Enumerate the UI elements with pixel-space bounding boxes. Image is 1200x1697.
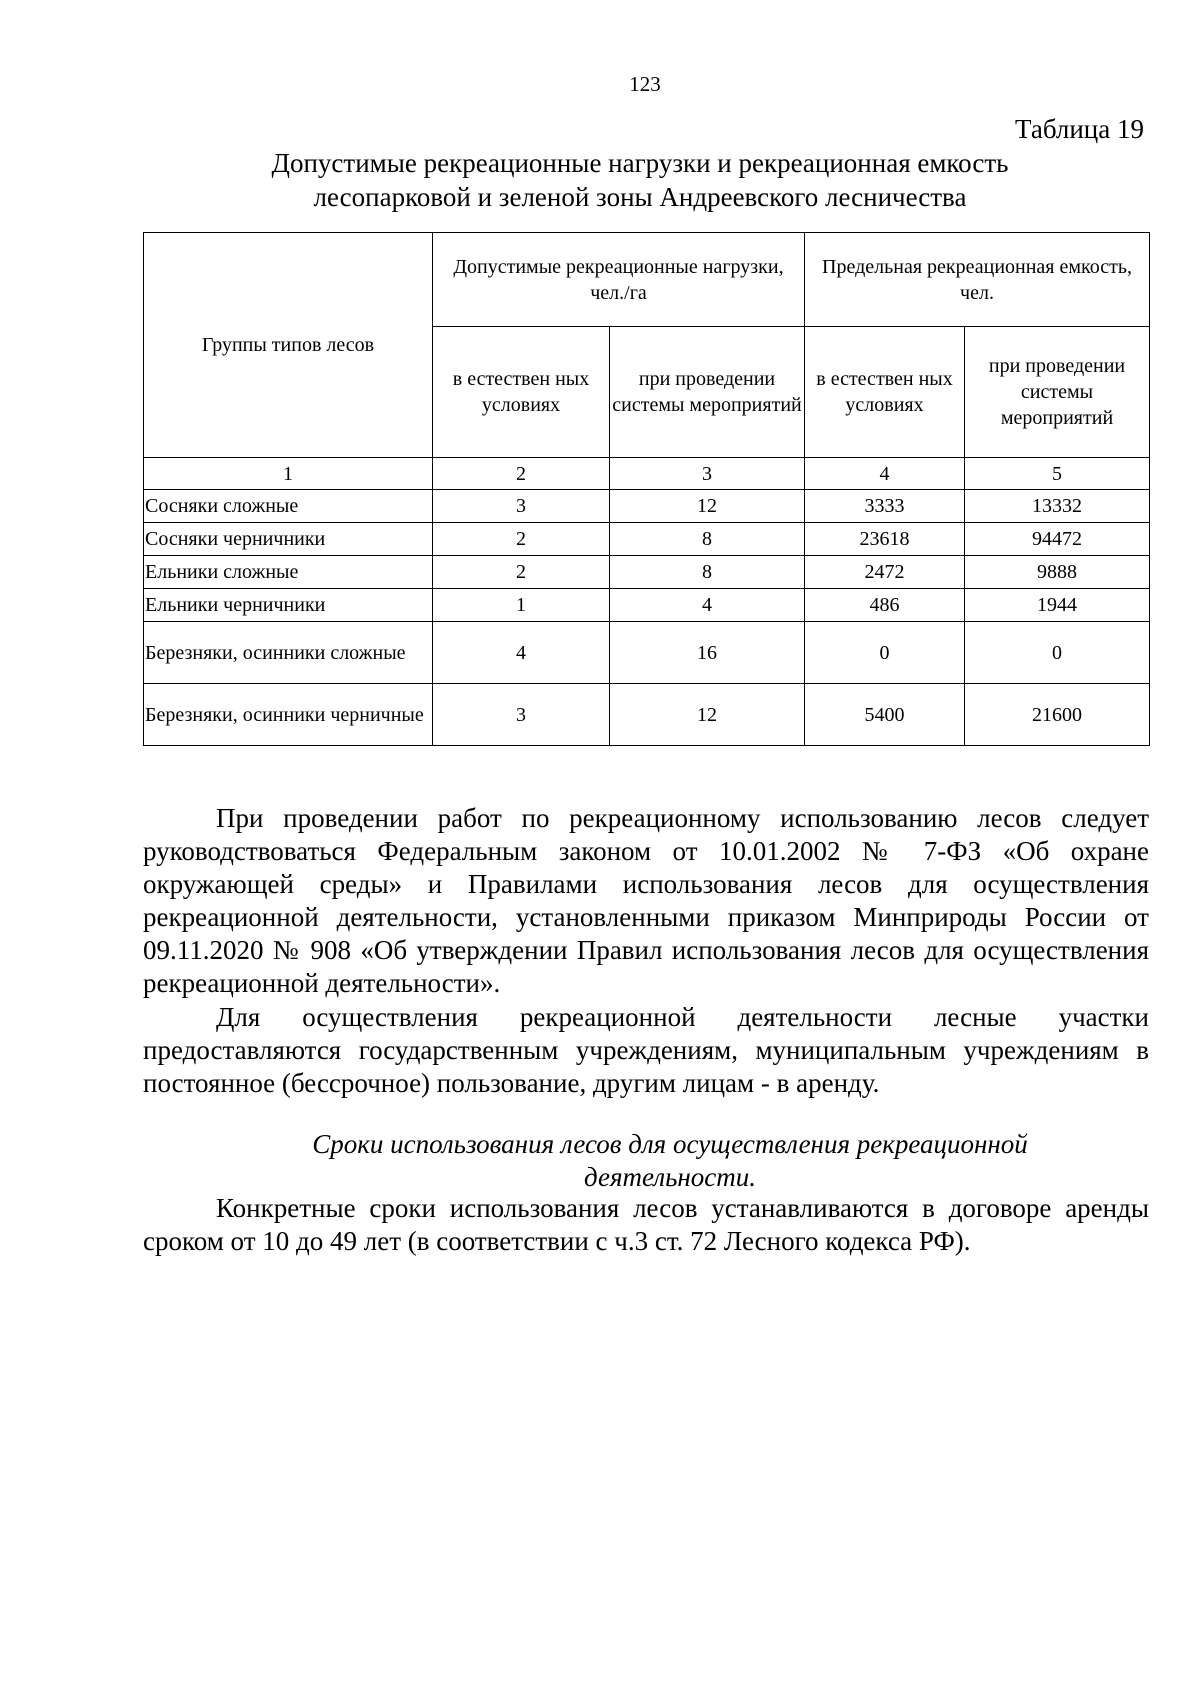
table-title (270, 146, 1010, 214)
table-row (144, 490, 1150, 523)
column-number: 2 (433, 458, 610, 490)
load-measures-cell: 8 (610, 556, 805, 589)
capacity-measures-cell: 21600 (965, 684, 1150, 746)
load-natural-cell: 1 (433, 589, 610, 622)
column-number: 3 (610, 458, 805, 490)
page-number: 123 (629, 72, 661, 96)
capacity-measures-cell: 9888 (965, 556, 1150, 589)
forest-group-name: Сосняки сложные (144, 490, 433, 523)
recreation-table (143, 232, 1150, 746)
header-loads-measures: при проведении системы мероприятий (610, 327, 805, 458)
header-forest-groups: Группы типов лесов (144, 233, 433, 458)
capacity-natural-cell: 23618 (805, 523, 965, 556)
table-title-line2: лесопарковой и зеленой зоны Андреевского лесничества (313, 182, 967, 212)
header-recreation-capacity: Предельная рекреационная емкость, чел. (805, 233, 1150, 327)
paragraph-lease-terms (143, 1192, 1149, 1258)
column-number: 4 (805, 458, 965, 490)
paragraph-1-text: При проведении работ по рекреационному использованию лесов следует руководствоваться Федеральным законом от 10.01.2002 № 7-ФЗ «Об охране окружающей среды» и Правилами использования лесов для осуществления рекреационной деятельности, установленными приказом Минприроды России от 09.11.2020 № 908 «Об утверждении Правил использования лесов для осуществления рекреационной деятельности». (143, 803, 1149, 998)
load-measures-cell: 12 (610, 490, 805, 523)
header-capacity-natural: в естествен ных условиях (805, 327, 965, 458)
forest-group-name: Березняки, осинники сложные (144, 622, 433, 684)
header-recreation-loads: Допустимые рекреационные нагрузки, чел./га (433, 233, 805, 327)
capacity-natural-cell: 2472 (805, 556, 965, 589)
table-row (144, 684, 1150, 746)
load-natural-cell: 2 (433, 556, 610, 589)
table-row (144, 589, 1150, 622)
header-capacity-measures: при проведении системы мероприятий (965, 327, 1150, 458)
capacity-measures-cell: 1944 (965, 589, 1150, 622)
capacity-natural-cell: 5400 (805, 684, 965, 746)
paragraph-land-provision (143, 1001, 1149, 1100)
capacity-measures-cell: 94472 (965, 523, 1150, 556)
section-subheading: Сроки использования лесов для осуществления рекреационной деятельности. (312, 1129, 1028, 1192)
table-row (144, 556, 1150, 589)
forest-group-name: Ельники сложные (144, 556, 433, 589)
capacity-measures-cell: 13332 (965, 490, 1150, 523)
capacity-measures-cell: 0 (965, 622, 1150, 684)
column-number: 5 (965, 458, 1150, 490)
paragraph-2-text: Для осуществления рекреационной деятельности лесные участки предоставляются государственным учреждениям, муниципальным учреждениям в постоянное (бессрочное) пользование, другим лицам - в аренду. (143, 1002, 1149, 1098)
paragraph-3-text: Конкретные сроки использования лесов устанавливаются в договоре аренды сроком от 10 до 49 лет (в соответствии с ч.3 ст. 72 Лесного кодекса РФ). (143, 1193, 1149, 1256)
load-measures-cell: 4 (610, 589, 805, 622)
forest-group-name: Сосняки черничники (144, 523, 433, 556)
load-measures-cell: 8 (610, 523, 805, 556)
capacity-natural-cell: 486 (805, 589, 965, 622)
load-natural-cell: 2 (433, 523, 610, 556)
header-loads-natural: в естествен ных условиях (433, 327, 610, 458)
capacity-natural-cell: 0 (805, 622, 965, 684)
forest-group-name: Березняки, осинники черничные (144, 684, 433, 746)
load-measures-cell: 12 (610, 684, 805, 746)
table-row (144, 622, 1150, 684)
forest-group-name: Ельники черничники (144, 589, 433, 622)
table-row (144, 523, 1150, 556)
load-natural-cell: 4 (433, 622, 610, 684)
capacity-natural-cell: 3333 (805, 490, 965, 523)
column-number: 1 (144, 458, 433, 490)
paragraph-legal-basis (143, 802, 1149, 1000)
table-label: Таблица 19 (1015, 114, 1144, 144)
load-measures-cell: 16 (610, 622, 805, 684)
column-number-row (144, 458, 1150, 490)
load-natural-cell: 3 (433, 684, 610, 746)
table-title-line1: Допустимые рекреационные нагрузки и рекреационная емкость (271, 148, 1009, 178)
load-natural-cell: 3 (433, 490, 610, 523)
